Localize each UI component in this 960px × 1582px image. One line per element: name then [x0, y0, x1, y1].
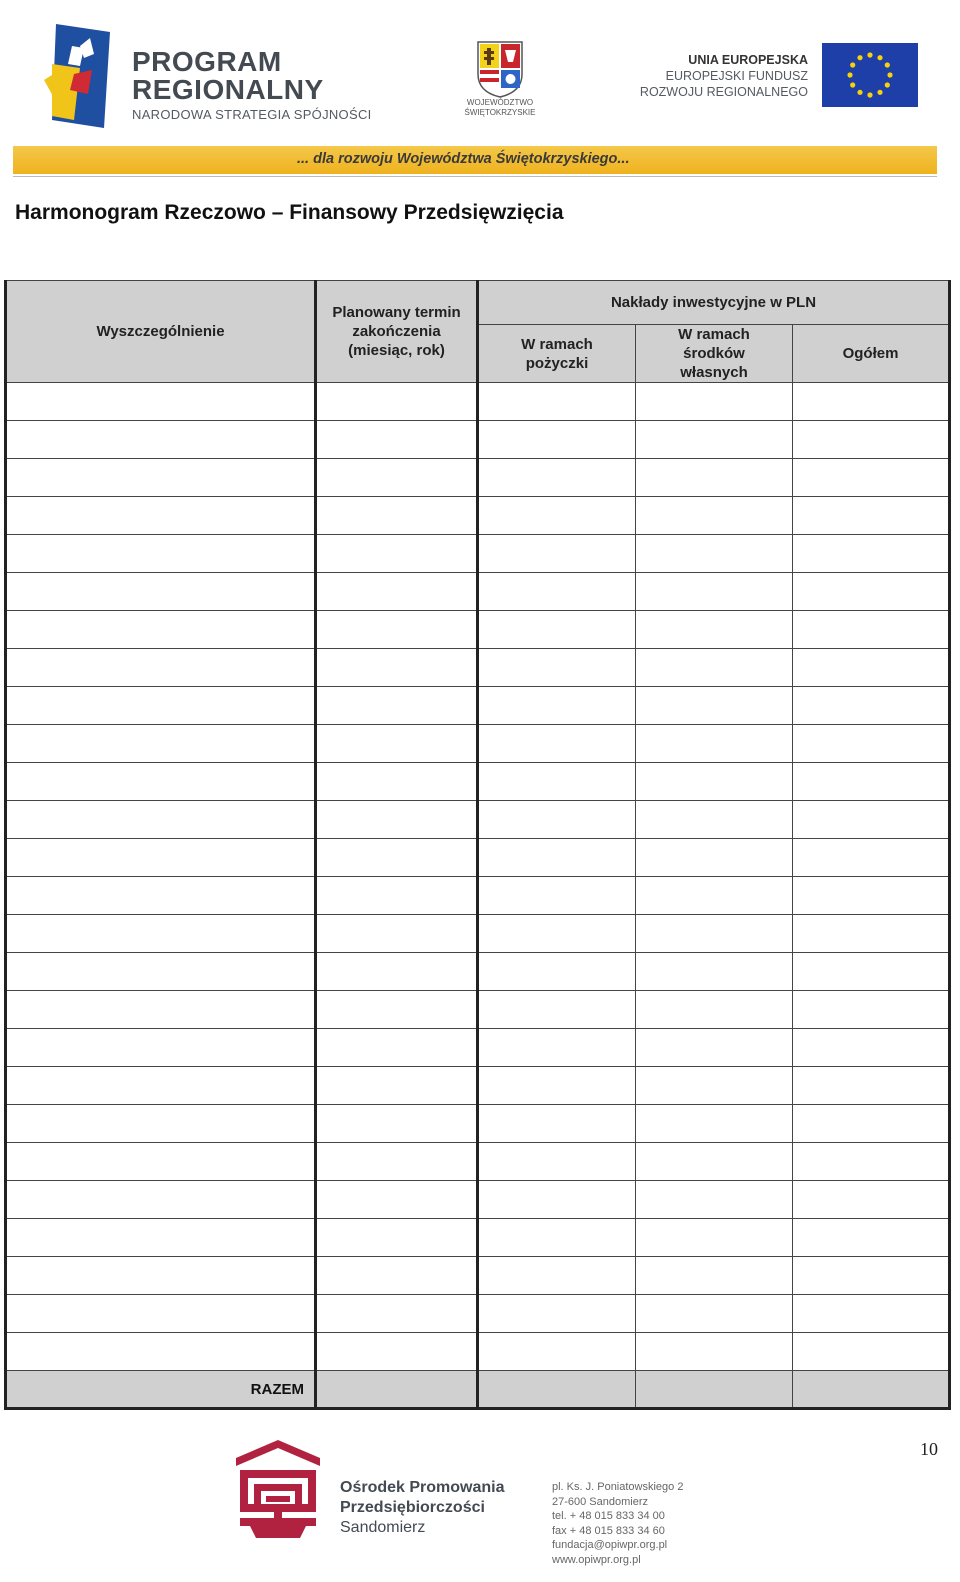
planned-end-cell[interactable] [316, 535, 478, 573]
header-investment-group: Nakłady inwestycyjne w PLN [478, 281, 950, 325]
total-cell[interactable] [793, 1105, 950, 1143]
total-cell[interactable] [793, 801, 950, 839]
contact-address [552, 1480, 683, 1567]
loan-cell[interactable] [478, 649, 636, 687]
header-divider [13, 176, 937, 177]
table-row [6, 725, 950, 763]
own-funds-cell[interactable] [636, 1257, 793, 1295]
total-cell[interactable] [793, 611, 950, 649]
table-row [6, 991, 950, 1029]
table-row [6, 611, 950, 649]
planned-end-cell[interactable] [316, 763, 478, 801]
total-cell[interactable] [793, 1295, 950, 1333]
opp-wordmark [340, 1478, 505, 1538]
loan-cell[interactable] [478, 1105, 636, 1143]
total-planned-end-cell[interactable] [316, 1371, 478, 1409]
total-cell[interactable] [793, 649, 950, 687]
total-cell[interactable] [793, 459, 950, 497]
specification-cell[interactable] [6, 535, 316, 573]
loan-cell[interactable] [478, 877, 636, 915]
specification-cell[interactable] [6, 649, 316, 687]
total-cell[interactable] [793, 383, 950, 421]
table-row [6, 953, 950, 991]
address-phone: tel. + 48 015 833 34 00 [552, 1510, 665, 1522]
planned-end-cell[interactable] [316, 915, 478, 953]
specification-cell[interactable] [6, 1333, 316, 1371]
specification-cell[interactable] [6, 1219, 316, 1257]
planned-end-cell[interactable] [316, 383, 478, 421]
program-regionalny-logo [44, 24, 110, 128]
program-line3: NARODOWA STRATEGIA SPÓJNOŚCI [132, 107, 372, 122]
total-cell[interactable] [793, 1181, 950, 1219]
specification-cell[interactable] [6, 915, 316, 953]
specification-cell[interactable] [6, 1067, 316, 1105]
own-funds-cell[interactable] [636, 1219, 793, 1257]
org-line3: Sandomierz [340, 1519, 426, 1536]
address-street: pl. Ks. J. Poniatowskiego 2 [552, 1481, 684, 1493]
table-row [6, 1029, 950, 1067]
table-row [6, 1257, 950, 1295]
loan-cell[interactable] [478, 1067, 636, 1105]
loan-cell[interactable] [478, 839, 636, 877]
planned-end-cell[interactable] [316, 459, 478, 497]
address-email[interactable]: fundacja@opiwpr.org.pl [552, 1539, 668, 1551]
own-funds-cell[interactable] [636, 1333, 793, 1371]
header-planned-end: Planowany termin zakończenia (miesiąc, rok) [316, 281, 478, 383]
total-cell[interactable] [793, 877, 950, 915]
total-cell[interactable] [793, 1333, 950, 1371]
table-row [6, 421, 950, 459]
planned-end-cell[interactable] [316, 573, 478, 611]
specification-cell[interactable] [6, 1181, 316, 1219]
loan-cell[interactable] [478, 611, 636, 649]
specification-cell[interactable] [6, 1029, 316, 1067]
header-own-funds: W ramach środków własnych [636, 325, 793, 383]
planned-end-cell[interactable] [316, 1219, 478, 1257]
program-line2: REGIONALNY [132, 74, 324, 105]
table-row [6, 687, 950, 725]
table-row [6, 497, 950, 535]
specification-cell[interactable] [6, 687, 316, 725]
page-number: 10 [920, 1439, 938, 1459]
specification-cell[interactable] [6, 1105, 316, 1143]
specification-cell[interactable] [6, 573, 316, 611]
total-cell[interactable] [793, 953, 950, 991]
page-header [0, 0, 960, 185]
loan-cell[interactable] [478, 573, 636, 611]
planned-end-cell[interactable] [316, 1105, 478, 1143]
address-fax: fax + 48 015 833 34 60 [552, 1524, 665, 1537]
planned-end-cell[interactable] [316, 611, 478, 649]
total-cell[interactable] [793, 687, 950, 725]
own-funds-cell[interactable] [636, 573, 793, 611]
eu-label [636, 52, 808, 100]
total-cell[interactable] [793, 573, 950, 611]
own-funds-cell[interactable] [636, 953, 793, 991]
specification-cell[interactable] [6, 953, 316, 991]
org-line1: Ośrodek Promowania [340, 1479, 505, 1496]
own-funds-cell[interactable] [636, 1029, 793, 1067]
total-cell[interactable] [793, 991, 950, 1029]
loan-cell[interactable] [478, 1295, 636, 1333]
total-cell[interactable] [793, 1029, 950, 1067]
table-row [6, 649, 950, 687]
program-regionalny-wordmark [132, 48, 372, 122]
total-label: RAZEM [6, 1371, 316, 1409]
total-cell[interactable] [793, 497, 950, 535]
org-line2: Przedsiębiorczości [340, 1499, 485, 1516]
loan-cell[interactable] [478, 1257, 636, 1295]
total-row [6, 1371, 950, 1409]
eu-line1: UNIA EUROPEJSKA [688, 53, 808, 67]
total-cell[interactable] [793, 1257, 950, 1295]
specification-cell[interactable] [6, 763, 316, 801]
header-loan: W ramach pożyczki [478, 325, 636, 383]
total-cell[interactable] [793, 725, 950, 763]
planned-end-cell[interactable] [316, 687, 478, 725]
own-funds-cell[interactable] [636, 839, 793, 877]
planned-end-cell[interactable] [316, 725, 478, 763]
planned-end-cell[interactable] [316, 1067, 478, 1105]
opp-sandomierz-logo [236, 1440, 320, 1538]
planned-end-cell[interactable] [316, 839, 478, 877]
loan-cell[interactable] [478, 383, 636, 421]
own-funds-cell[interactable] [636, 1143, 793, 1181]
table-row [6, 839, 950, 877]
own-funds-cell[interactable] [636, 535, 793, 573]
total-own-funds-cell[interactable] [636, 1371, 793, 1409]
total-cell[interactable] [793, 1067, 950, 1105]
specification-cell[interactable] [6, 611, 316, 649]
total-cell[interactable] [793, 421, 950, 459]
loan-cell[interactable] [478, 1333, 636, 1371]
specification-cell[interactable] [6, 459, 316, 497]
loan-cell[interactable] [478, 1219, 636, 1257]
loan-cell[interactable] [478, 725, 636, 763]
table-row [6, 1295, 950, 1333]
loan-cell[interactable] [478, 801, 636, 839]
voivodeship-label: WOJEWÓDZTWO ŚWIĘTOKRZYSKIE [464, 98, 536, 117]
header-specification: Wyszczególnienie [6, 281, 316, 383]
total-cell[interactable] [793, 535, 950, 573]
own-funds-cell[interactable] [636, 1067, 793, 1105]
own-funds-cell[interactable] [636, 725, 793, 763]
eu-line2: EUROPEJSKI FUNDUSZ [665, 69, 808, 83]
own-funds-cell[interactable] [636, 991, 793, 1029]
table-row [6, 1143, 950, 1181]
planned-end-cell[interactable] [316, 877, 478, 915]
own-funds-cell[interactable] [636, 459, 793, 497]
loan-cell[interactable] [478, 535, 636, 573]
total-cell[interactable] [793, 915, 950, 953]
planned-end-cell[interactable] [316, 421, 478, 459]
own-funds-cell[interactable] [636, 649, 793, 687]
specification-cell[interactable] [6, 1295, 316, 1333]
loan-cell[interactable] [478, 1143, 636, 1181]
planned-end-cell[interactable] [316, 497, 478, 535]
total-cell[interactable] [793, 1143, 950, 1181]
specification-cell[interactable] [6, 1257, 316, 1295]
planned-end-cell[interactable] [316, 649, 478, 687]
own-funds-cell[interactable] [636, 763, 793, 801]
table-row [6, 1219, 950, 1257]
loan-cell[interactable] [478, 687, 636, 725]
own-funds-cell[interactable] [636, 801, 793, 839]
address-city: 27-600 Sandomierz [552, 1495, 649, 1508]
table-row [6, 1181, 950, 1219]
loan-cell[interactable] [478, 1181, 636, 1219]
loan-cell[interactable] [478, 459, 636, 497]
voivodeship-crest [476, 40, 524, 98]
own-funds-cell[interactable] [636, 1105, 793, 1143]
address-website[interactable]: www.opiwpr.org.pl [552, 1553, 641, 1566]
loan-cell[interactable] [478, 915, 636, 953]
table-row [6, 383, 950, 421]
planned-end-cell[interactable] [316, 1143, 478, 1181]
table-row [6, 573, 950, 611]
table-row [6, 877, 950, 915]
program-line1: PROGRAM [132, 46, 282, 77]
planned-end-cell[interactable] [316, 1257, 478, 1295]
loan-cell[interactable] [478, 497, 636, 535]
planned-end-cell[interactable] [316, 1029, 478, 1067]
table-row [6, 1333, 950, 1371]
own-funds-cell[interactable] [636, 687, 793, 725]
total-loan-cell[interactable] [478, 1371, 636, 1409]
table-body [6, 383, 950, 1409]
loan-cell[interactable] [478, 953, 636, 991]
eu-line3: ROZWOJU REGIONALNEGO [639, 85, 808, 99]
planned-end-cell[interactable] [316, 953, 478, 991]
own-funds-cell[interactable] [636, 421, 793, 459]
table-row [6, 915, 950, 953]
own-funds-cell[interactable] [636, 383, 793, 421]
loan-cell[interactable] [478, 991, 636, 1029]
loan-cell[interactable] [478, 421, 636, 459]
total-sum-cell[interactable] [793, 1371, 950, 1409]
specification-cell[interactable] [6, 421, 316, 459]
specification-cell[interactable] [6, 383, 316, 421]
header-total: Ogółem [793, 325, 950, 383]
own-funds-cell[interactable] [636, 877, 793, 915]
total-cell[interactable] [793, 1219, 950, 1257]
planned-end-cell[interactable] [316, 1333, 478, 1371]
planned-end-cell[interactable] [316, 991, 478, 1029]
planned-end-cell[interactable] [316, 1181, 478, 1219]
table-row [6, 1067, 950, 1105]
table-row [6, 763, 950, 801]
own-funds-cell[interactable] [636, 1295, 793, 1333]
loan-cell[interactable] [478, 1029, 636, 1067]
specification-cell[interactable] [6, 801, 316, 839]
specification-cell[interactable] [6, 497, 316, 535]
specification-cell[interactable] [6, 991, 316, 1029]
total-cell[interactable] [793, 763, 950, 801]
eu-flag-icon [822, 43, 918, 107]
loan-cell[interactable] [478, 763, 636, 801]
table-row [6, 1105, 950, 1143]
planned-end-cell[interactable] [316, 1295, 478, 1333]
document-title: Harmonogram Rzeczowo – Finansowy Przedsięwzięcia [15, 201, 564, 224]
own-funds-cell[interactable] [636, 497, 793, 535]
total-cell[interactable] [793, 839, 950, 877]
own-funds-cell[interactable] [636, 611, 793, 649]
table-row [6, 801, 950, 839]
specification-cell[interactable] [6, 725, 316, 763]
table-row [6, 459, 950, 497]
specification-cell[interactable] [6, 839, 316, 877]
own-funds-cell[interactable] [636, 915, 793, 953]
table-row [6, 535, 950, 573]
schedule-table [4, 280, 951, 1410]
planned-end-cell[interactable] [316, 801, 478, 839]
slogan-band [13, 146, 937, 174]
specification-cell[interactable] [6, 877, 316, 915]
slogan-text: ... dla rozwoju Województwa Świętokrzyskiego... [297, 151, 630, 167]
own-funds-cell[interactable] [636, 1181, 793, 1219]
specification-cell[interactable] [6, 1143, 316, 1181]
